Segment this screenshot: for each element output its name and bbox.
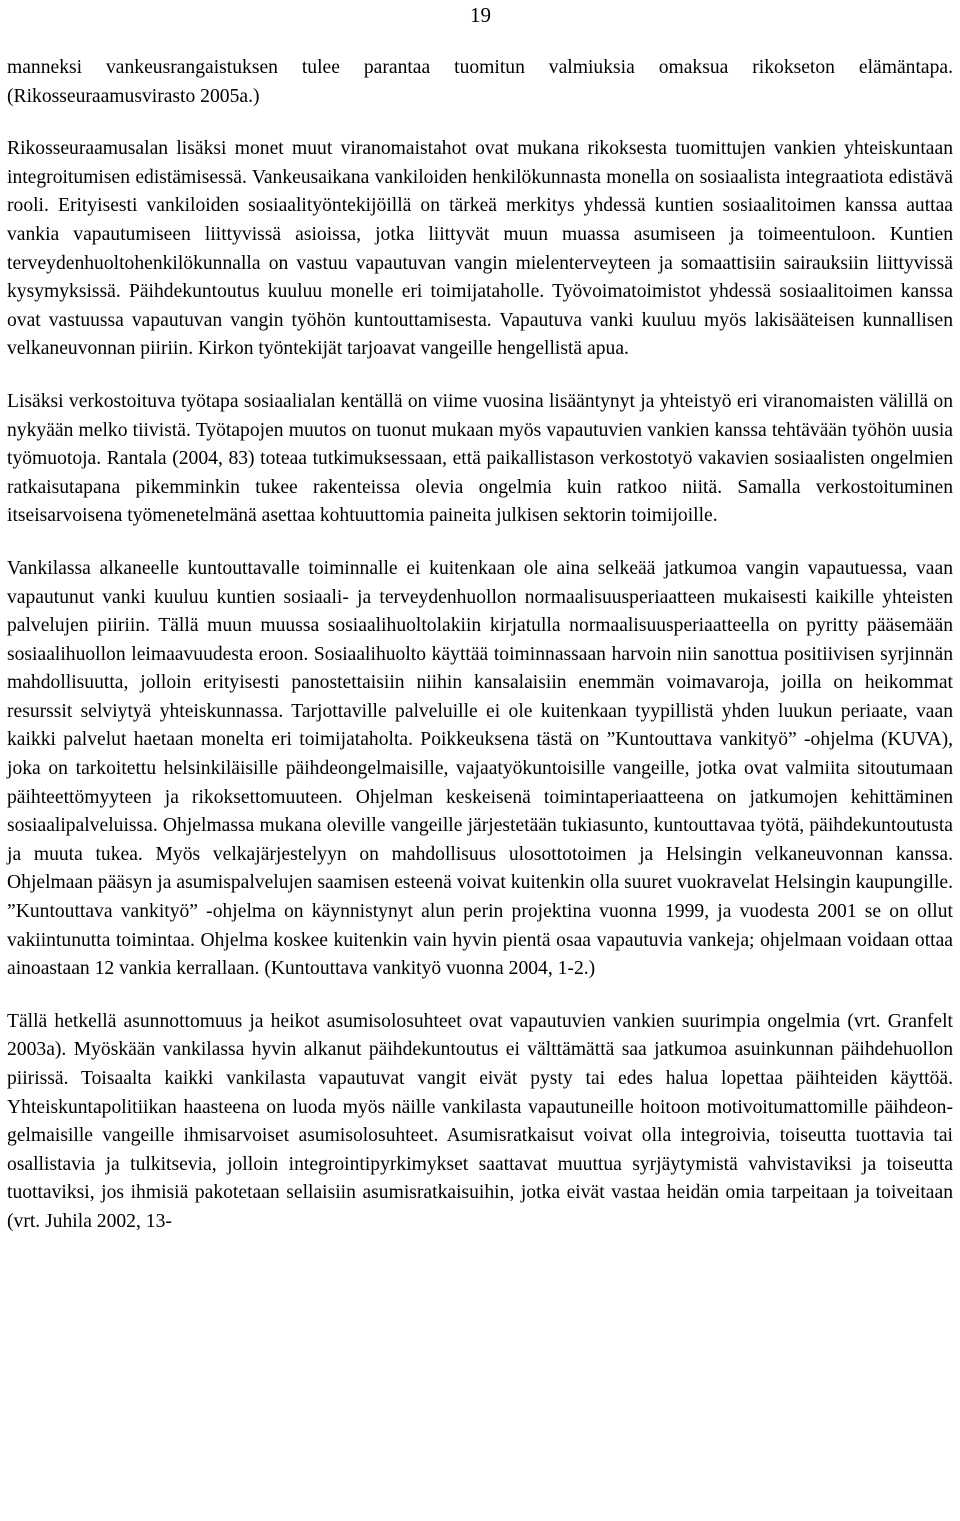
paragraph-3: Lisäksi verkostoituva työtapa sosiaalialan kentällä on viime vuosina lisääntynyt ja yhteistyö eri viranomaisten välillä on nykyään melko tiivistä. Työtapojen muutos on tuonut mukaan myös vapautuvien vankien kanssa tehtävään työhön uusia työmuotoja. Rantala (2004, 83) toteaa tutkimuksessaan, että paikallistason verkostotyö vakavien sosiaalisten ongelmien ratkaisutapana pikemminkin tukee rakenteissa olevia ongelmia kuin ratkoo niitä. Samalla verkostoituminen itseisarvoisena työmenetelmänä asettaa kohtuuttomia paineita julkisen sektorin toimijoille. [7, 390, 953, 527]
paragraph-5: Tällä hetkellä asunnottomuus ja heikot asumisolosuhteet ovat vapautuvien vankien suurimpia ongelmia (vrt. Granfelt 2003a). Myöskään vankilassa hyvin alkanut päihdekuntoutus ei välttämättä saa jatkumoa asuinkunnan päihdehuollon piirissä. Toisaalta kaikki vankilasta vapautuvat vangit eivät pysty tai edes halua lopettaa päihteiden käyttöä. Yhteiskuntapolitiikan haasteena on luoda myös näille vankilasta vapautuneille hoitoon motivoitumattomille päihdeongelmaisille vangeille ihmisarvoiset asumisolosuhteet. Asumisratkaisut voivat olla integroivia, toiseutta tuottavia tai osallistavia ja tulkitsevia, jolloin integrointipyrkimykset saattavat muuttua syrjäytymistä vahvistaviksi ja toiseutta tuottaviksi, jos ihmisiä pakotetaan sellaisiin asumisratkaisuihin, jotka eivät vastaa heidän omia tarpeitaan ja toiveitaan (vrt. Juhila 2002, 13- [7, 1010, 953, 1232]
page-number: 19 [470, 3, 491, 27]
document-body [7, 54, 953, 1237]
paragraph-4: Vankilassa alkaneelle kuntouttavalle toiminnalle ei kuitenkaan ole aina selkeää jatkumoa vangin vapautuessa, vaan vapautunut vanki kuuluu kuntien sosiaali- ja terveydenhuollon normaalisuusperiaatteen mukaisesti kaikille yhteisten palvelujen piiriin. Tällä muun muussa sosiaalihuoltolakiin kirjatulla normaalisuusperiaatteella on pyritty pääsemään sosiaalihuollon leimaavuudesta eroon. Sosiaalihuolto käyttää toiminnassaan harvoin niin sanottua positiivisen syrjinnän mahdollisuutta, jolloin erityisesti panostettaisiin niihin kansalaisiin enemmän voimavaroja, joilla on heikommat resurssit selviytyä yhteiskunnassa. Tarjottaville palveluille ei ole kuitenkaan tyypillistä yhden luukun periaate, vaan kaikki palvelut haetaan monelta eri toimijataholta. Poikkeuksena tästä on ”Kuntouttava vankityö” -ohjelma (KUVA), joka on tarkoitettu helsinkiläisille päihdeongelmaisille, vajaatyökuntoisille vangeille, jotka ovat valmiita sitoutumaan päihteettömyyteen ja rikoksettomuuteen. Ohjelman keskeisenä toimintaperiaatteena on jatkumojen kehittäminen sosiaalipalveluissa. Ohjelmassa mukana oleville vangeille järjestetään tukiasunto, kuntouttavaa työtä, päihdekuntoutusta ja muuta tukea. Myös velkajärjestelyyn on mahdollisuus ulosottotoimen ja Helsingin velkaneuvonnan kanssa. Ohjelmaan pääsyn ja asumispalvelujen saamisen esteenä voivat kuitenkin olla suuret vuokravelat Helsingin kaupungille. ”Kuntouttava vankityö” -ohjelma on käynnistynyt alun perin projektina vuonna 1999, ja vuodesta 2001 se on ollut vakiintunutta toimintaa. Ohjelma koskee kuitenkin vain hyvin pientä osaa vapautuvia vankeja; ohjelmaan voidaan ottaa ainoastaan 12 vankia kerrallaan. (Kuntouttava vankityö vuonna 2004, 1-2.) [7, 557, 953, 980]
paragraph-2: Rikosseuraamusalan lisäksi monet muut viranomaistahot ovat mukana rikoksesta tuomittujen vankien yhteiskuntaan integroitumisen edistämisessä. Vankeusaikana vankiloiden henkilökunnasta monella on sosiaalista integraatiota edistävä rooli. Erityisesti vankiloiden sosiaalityöntekijöillä on tärkeä merkitys yhdessä kuntien sosiaalitoimen kanssa auttaa vankia vapautumiseen liittyvissä asioissa, jotka liittyvät muun muassa asumiseen ja toimeentuloon. Kuntien terveydenhuoltohenkilökunnalla on vastuu vapautuvan vangin mielenterveyteen ja somaattisiin sairauksiin liittyvissä kysymyksissä. Päihdekuntoutus kuuluu monelle eri toimijataholle. Työvoimatoimistot yhdessä sosiaalitoimen kanssa ovat vastuussa vapautuvan vangin työhön kuntouttamisesta. Vapautuva vanki kuuluu myös lakisääteisen kunnallisen velkaneuvonnan piiriin. Kirkon työntekijät tarjoavat vangeille hengellistä apua. [7, 138, 953, 360]
paragraph-1: manneksi vankeusrangaistuksen tulee parantaa tuomitun valmiuksia omaksua rikokseton elämäntapa. (Rikosseuraamusvirasto 2005a.) [7, 57, 953, 107]
